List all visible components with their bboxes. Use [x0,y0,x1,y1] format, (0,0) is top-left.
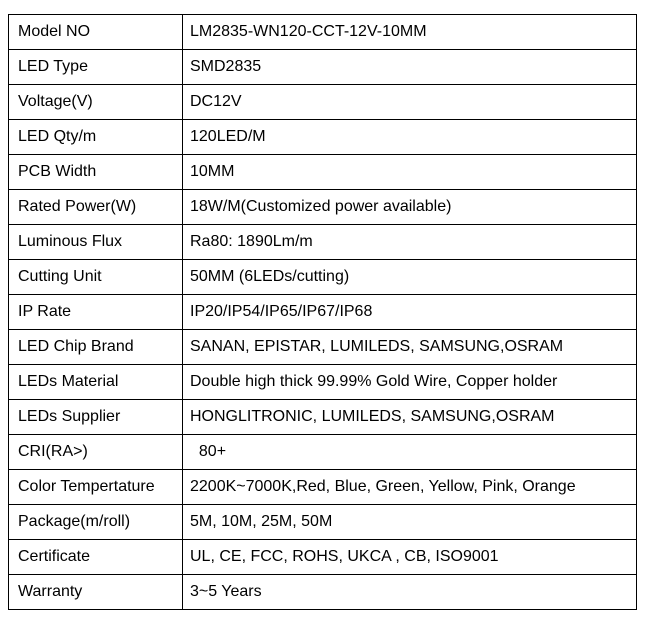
spec-value: SMD2835 [183,50,637,85]
spec-value: 3~5 Years [183,575,637,610]
spec-row-cutting-unit [9,260,637,295]
spec-label: LED Chip Brand [9,330,183,365]
spec-label: IP Rate [9,295,183,330]
spec-row-rated-power [9,190,637,225]
spec-value: 50MM (6LEDs/cutting) [183,260,637,295]
spec-row-color-temperature [9,470,637,505]
spec-value: LM2835-WN120-CCT-12V-10MM [183,15,637,50]
spec-row-led-type [9,50,637,85]
spec-label: Voltage(V) [9,85,183,120]
spec-value: 5M, 10M, 25M, 50M [183,505,637,540]
spec-value: 2200K~7000K,Red, Blue, Green, Yellow, Pink, Orange [183,470,637,505]
spec-row-cri [9,435,637,470]
spec-row-certificate [9,540,637,575]
spec-row-voltage [9,85,637,120]
spec-label: Cutting Unit [9,260,183,295]
spec-label: Package(m/roll) [9,505,183,540]
spec-label: LED Type [9,50,183,85]
spec-label: Model NO [9,15,183,50]
spec-label: LED Qty/m [9,120,183,155]
spec-row-warranty [9,575,637,610]
spec-label: PCB Width [9,155,183,190]
spec-row-leds-supplier [9,400,637,435]
spec-label: LEDs Material [9,365,183,400]
spec-value: UL, CE, FCC, ROHS, UKCA , CB, ISO9001 [183,540,637,575]
spec-label: Color Tempertature [9,470,183,505]
spec-label: CRI(RA>) [9,435,183,470]
spec-value: DC12V [183,85,637,120]
spec-row-led-chip-brand [9,330,637,365]
spec-value: Double high thick 99.99% Gold Wire, Copper holder [183,365,637,400]
spec-label: Luminous Flux [9,225,183,260]
spec-value: HONGLITRONIC, LUMILEDS, SAMSUNG,OSRAM [183,400,637,435]
spec-value: IP20/IP54/IP65/IP67/IP68 [183,295,637,330]
spec-value: 18W/M(Customized power available) [183,190,637,225]
spec-row-model-no [9,15,637,50]
spec-table [8,14,637,610]
spec-row-ip-rate [9,295,637,330]
spec-value: 120LED/M [183,120,637,155]
spec-value: 10MM [183,155,637,190]
spec-row-package [9,505,637,540]
spec-row-leds-material [9,365,637,400]
spec-label: LEDs Supplier [9,400,183,435]
spec-row-luminous-flux [9,225,637,260]
spec-value: 80+ [183,435,637,470]
spec-label: Rated Power(W) [9,190,183,225]
spec-row-led-qty [9,120,637,155]
spec-value: Ra80: 1890Lm/m [183,225,637,260]
spec-label: Certificate [9,540,183,575]
spec-row-pcb-width [9,155,637,190]
spec-value: SANAN, EPISTAR, LUMILEDS, SAMSUNG,OSRAM [183,330,637,365]
spec-label: Warranty [9,575,183,610]
spec-table-body [9,15,637,610]
